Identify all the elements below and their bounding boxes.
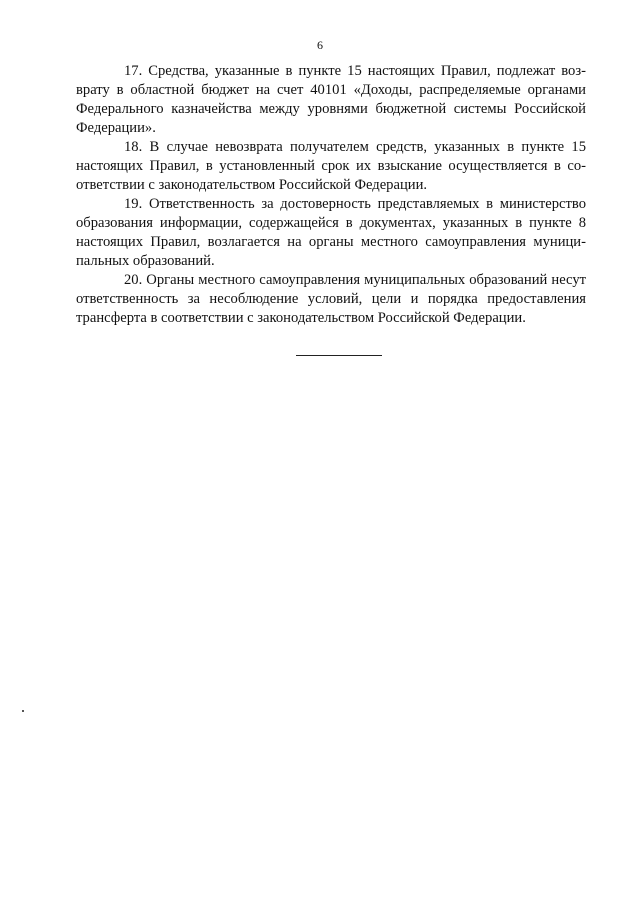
paragraph-17: 17. Средства, указанные в пункте 15 настоящих Правил, подлежат возврату в областной бюджет на счет 40101 «Доходы, распределяемые органами Федерального казначейства между уровнями бюджетной системы Российской Федерации». [76,63,586,136]
closing-divider-line [296,355,382,356]
document-body [76,62,586,328]
page-number: 6 [317,38,323,52]
paragraph-18: 18. В случае невозврата получателем средств, указанных в пункте 15 настоящих Правил, в установленный срок их взыскание осуществляется в соответствии с законодательством Российской Федерации. [76,139,586,193]
paragraph-19: 19. Ответственность за достоверность представляемых в министерство образования информации, содержащейся в документах, указанных в пункте 8 настоящих Правил, возлагается на органы местного самоуправления муниципальных образований. [76,196,586,269]
paragraph-20: 20. Органы местного самоуправления муниципальных образований несут ответственность за несоблюдение условий, цели и порядка предоставления трансферта в соответствии с законодательством Российской Федерации. [76,272,586,326]
scan-artifact-dot [22,710,24,712]
